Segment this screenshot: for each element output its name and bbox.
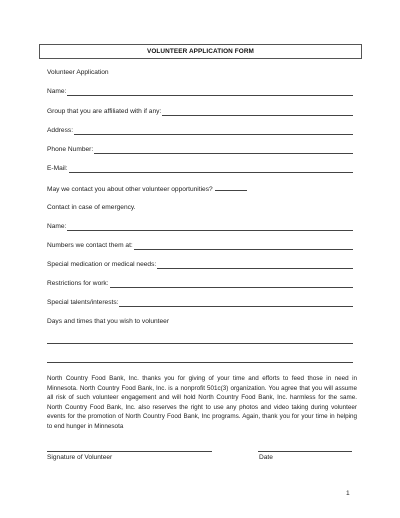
talents-input-line[interactable] — [119, 300, 353, 307]
emergency-name-input-line[interactable] — [67, 224, 353, 231]
email-field[interactable] — [47, 165, 353, 173]
talents-field[interactable] — [47, 299, 353, 307]
form-title: VOLUNTEER APPLICATION FORM — [39, 44, 362, 59]
restrictions-label: Restrictions for work: — [47, 280, 109, 287]
group-field[interactable] — [47, 108, 353, 116]
address-input-line[interactable] — [74, 128, 353, 135]
medication-field[interactable] — [47, 261, 353, 269]
days-times-label: Days and times that you wish to volunteer — [47, 318, 170, 325]
restrictions-input-line[interactable] — [110, 281, 353, 288]
contact-question-label: May we contact you about other volunteer opportunities? — [47, 186, 213, 193]
date-label: Date — [259, 454, 273, 461]
medication-input-line[interactable] — [157, 262, 353, 269]
contact-question-input-line[interactable] — [215, 184, 247, 191]
signature-input-line[interactable] — [47, 451, 212, 452]
emergency-numbers-input-line[interactable] — [134, 243, 353, 250]
form-subtitle: Volunteer Application — [47, 69, 109, 76]
emergency-name-field[interactable] — [47, 223, 353, 231]
emergency-numbers-field[interactable] — [47, 242, 353, 250]
email-input-line[interactable] — [69, 166, 353, 173]
phone-input-line[interactable] — [94, 147, 353, 154]
contact-question-row[interactable] — [47, 184, 247, 194]
email-label: E-Mail: — [47, 165, 68, 172]
emergency-numbers-label: Numbers we contact them at: — [47, 242, 133, 249]
name-input-line[interactable] — [67, 89, 353, 96]
date-input-line[interactable] — [258, 451, 352, 452]
name-label: Name: — [47, 88, 67, 95]
talents-label: Special talents/interests: — [47, 299, 119, 306]
days-times-input-line-1[interactable] — [47, 343, 353, 344]
address-field[interactable] — [47, 127, 353, 135]
signature-label: Signature of Volunteer — [47, 454, 113, 461]
group-label: Group that you are affiliated with if any: — [47, 108, 162, 115]
restrictions-field[interactable] — [47, 280, 353, 288]
days-times-input-line-2[interactable] — [47, 362, 353, 363]
page-number: 1 — [346, 490, 350, 497]
medication-label: Special medication or medical needs: — [47, 261, 157, 268]
emergency-heading: Contact in case of emergency. — [47, 204, 136, 211]
disclaimer-paragraph: North Country Food Bank, Inc. thanks you for giving of your time and efforts to feed those in need in Minnesota. North Country Food Bank, Inc. is a nonprofit 501c(3) organization. You agree that you will assume all risk of such volunteer engagement and will hold North Country Food Bank, Inc. harmless for the same. North Country Food Bank, Inc. also reserves the right to use any photos and video taking during volunteer events for the promotion of North Country Food Bank, Inc programs. Again, thank you for your time in helping to end hunger in Minnesota — [47, 375, 357, 430]
address-label: Address: — [47, 127, 74, 134]
emergency-name-label: Name: — [47, 223, 67, 230]
group-input-line[interactable] — [162, 109, 353, 116]
name-field[interactable] — [47, 88, 353, 96]
phone-label: Phone Number: — [47, 146, 94, 153]
phone-field[interactable] — [47, 146, 353, 154]
